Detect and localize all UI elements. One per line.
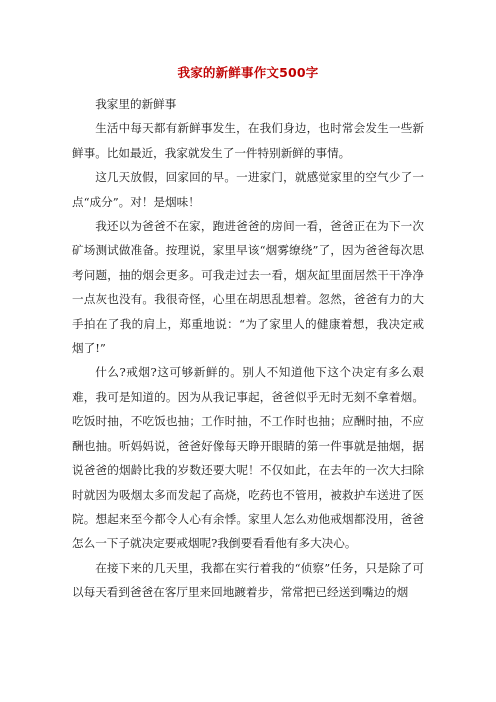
paragraph-subtitle: 我家里的新鲜事 [95,97,177,111]
paragraph: 我还以为爸爸不在家，跑进爸爸的房间一看，爸爸正在为下一次矿场测试做准备。按理说，家里早该“烟雾缭绕”了，因为爸爸每次思考问题，抽的烟会更多。可我走过去一看，烟灰缸里面居然干干净净一点灰也没有。我很奇怪，心里在胡思乱想着。忽然，爸爸有力的大手拍在了我的肩上，郑重地说：“为了家里人的健康着想，我决定戒烟了!” [72,219,424,356]
document-title: 我家的新鲜事作文500字 [177,65,319,80]
paragraph: 在接下来的几天里，我都在实行着我的“侦察”任务，只是除了可以每天看到爸爸在客厅里来回地踱着步，常常把已经送到嘴边的烟 [72,560,424,600]
paragraph: 什么?戒烟?这可够新鲜的。别人不知道他下这个决定有多么艰难，我可是知道的。因为从我记事起，爸爸似乎无时无刻不拿着烟。吃饭时抽，不吃饭也抽；工作时抽，不工作时也抽；应酬时抽，不应酬也抽。听妈妈说，爸爸好像每天睁开眼睛的第一件事就是抽烟，据说爸爸的烟龄比我的岁数还要大呢！不仅如此，在去年的一次大扫除时就因为吸烟太多而发起了高烧，吃药也不管用，被救护车送进了医院。想起来至今都令人心有余悸。家里人怎么劝他戒烟都没用，爸爸怎么一下子就决定要戒烟呢?我倒要看看他有多大决心。 [72,365,424,551]
paragraph: 这几天放假，回家回的早。一进家门，就感觉家里的空气少了一点“成分”。对！是烟味！ [72,170,424,209]
paragraph: 生活中每天都有新鲜事发生，在我们身边，也时常会发生一些新鲜事。比如最近，我家就发生了一件特别新鲜的事情。 [72,121,424,160]
